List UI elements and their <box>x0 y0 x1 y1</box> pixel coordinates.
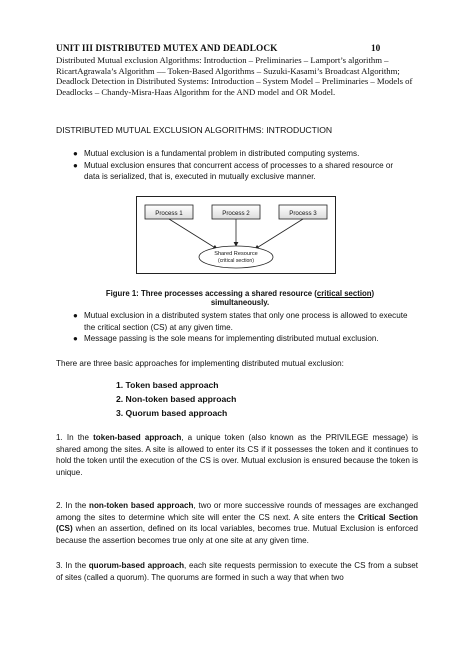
list-item: 2. Non-token based approach <box>116 394 237 404</box>
para-text: when an assertion, defined on its local variables, becomes true. Mutual Exclusion is enforced because the assertion becomes true only at one site at any given time. <box>56 524 418 546</box>
list-item: 3. Quorum based approach <box>116 408 228 418</box>
bullet-text: Mutual exclusion in a distributed system states that only one process is allowed to execute the critical section (CS) at any given time. <box>84 311 408 332</box>
caption-underlined-term: critical section <box>316 289 372 298</box>
para-term: Critical Section (CS) <box>56 512 419 534</box>
para-text: , two or more successive rounds of messages are exchanged among the sites to determine which site will enter the CS next. A site enters the <box>56 501 418 522</box>
para-term: non-token based approach <box>89 501 194 510</box>
unit-syllabus: Distributed Mutual exclusion Algorithms: Introduction – Preliminaries – Lamport’s algorithm – RicartAgrawala’s Algorithm –– Token-Based Algorithms – Suzuki-Kasami’s Broadcast Algorithm; Deadlock Detection in Distributed Systems: Introduction – System Model – Preliminaries – Models of Deadlocks – Chandy-Misra-Haas Algorithm for the AND model and OR Model. <box>56 55 413 97</box>
process-1-box <box>145 205 193 219</box>
process-3-box <box>279 205 327 219</box>
process-2-box <box>212 205 260 219</box>
paragraph-non-token-based <box>56 500 418 547</box>
paragraph-quorum-based <box>56 560 418 583</box>
figure-diagram <box>136 196 336 274</box>
para-text: , each site requests permission to execute the CS from a subset of sites (called a quorum). The quorums are formed in such a way that when two <box>56 561 419 582</box>
para-text: 3. In the <box>56 561 89 570</box>
process-3-label: Process 3 <box>289 210 317 217</box>
bullet-text: Message passing is the sole means for implementing distributed mutual exclusion. <box>84 334 379 344</box>
para-term: token-based approach <box>93 433 182 442</box>
bullet-text: Mutual exclusion is a fundamental problem in distributed computing systems. <box>84 149 360 158</box>
bullet-list-top <box>70 148 410 183</box>
list-item <box>70 310 415 333</box>
paragraph-token-based <box>56 432 418 479</box>
bullet-icon: ● <box>73 311 78 320</box>
caption-text-end: ) simultaneously. <box>210 289 375 307</box>
bullet-text: Mutual exclusion ensures that concurrent access of processes to a shared resource or data is serialized, that is, executed in mutually exclusive manner. <box>84 160 394 182</box>
bullet-icon: ● <box>73 160 78 170</box>
para-term: quorum-based approach <box>88 561 185 570</box>
caption-text: Figure 1: Three processes accessing a shared resource ( <box>105 289 317 298</box>
arrow-3 <box>255 219 303 249</box>
section-heading: DISTRIBUTED MUTUAL EXCLUSION ALGORITHMS: INTRODUCTION <box>56 125 333 135</box>
para-text: 1. In the <box>56 433 94 442</box>
process-2-label: Process 2 <box>222 210 250 217</box>
bullet-icon: ● <box>73 334 78 344</box>
shared-resource-ellipse <box>199 246 273 268</box>
bullet-list-bottom <box>70 310 415 345</box>
figure-caption <box>80 289 400 307</box>
approaches-intro: There are three basic approaches for implementing distributed mutual exclusion: <box>56 359 344 368</box>
resource-label: Shared Resource <box>214 251 258 257</box>
list-item <box>70 333 415 345</box>
bullet-icon: ● <box>73 149 78 158</box>
unit-title: UNIT III DISTRIBUTED MUTEX AND DEADLOCK <box>56 44 278 54</box>
list-item: 1. Token based approach <box>116 380 219 390</box>
list-item <box>70 160 410 183</box>
list-item <box>70 148 410 160</box>
resource-sublabel: (critical section) <box>217 258 255 264</box>
page-number: 10 <box>371 44 381 54</box>
arrow-1 <box>169 219 217 249</box>
para-text: , a unique token (also known as the PRIVILEGE message) is shared among the sites. A site is allowed to enter its CS if it possesses the token and it continues to hold the token until the execution of the CS is over. Mutual exclusion is ensured because the token is unique. <box>56 433 419 478</box>
para-text: 2. In the <box>56 501 90 510</box>
process-1-label: Process 1 <box>155 210 183 217</box>
approaches-list <box>116 378 236 420</box>
